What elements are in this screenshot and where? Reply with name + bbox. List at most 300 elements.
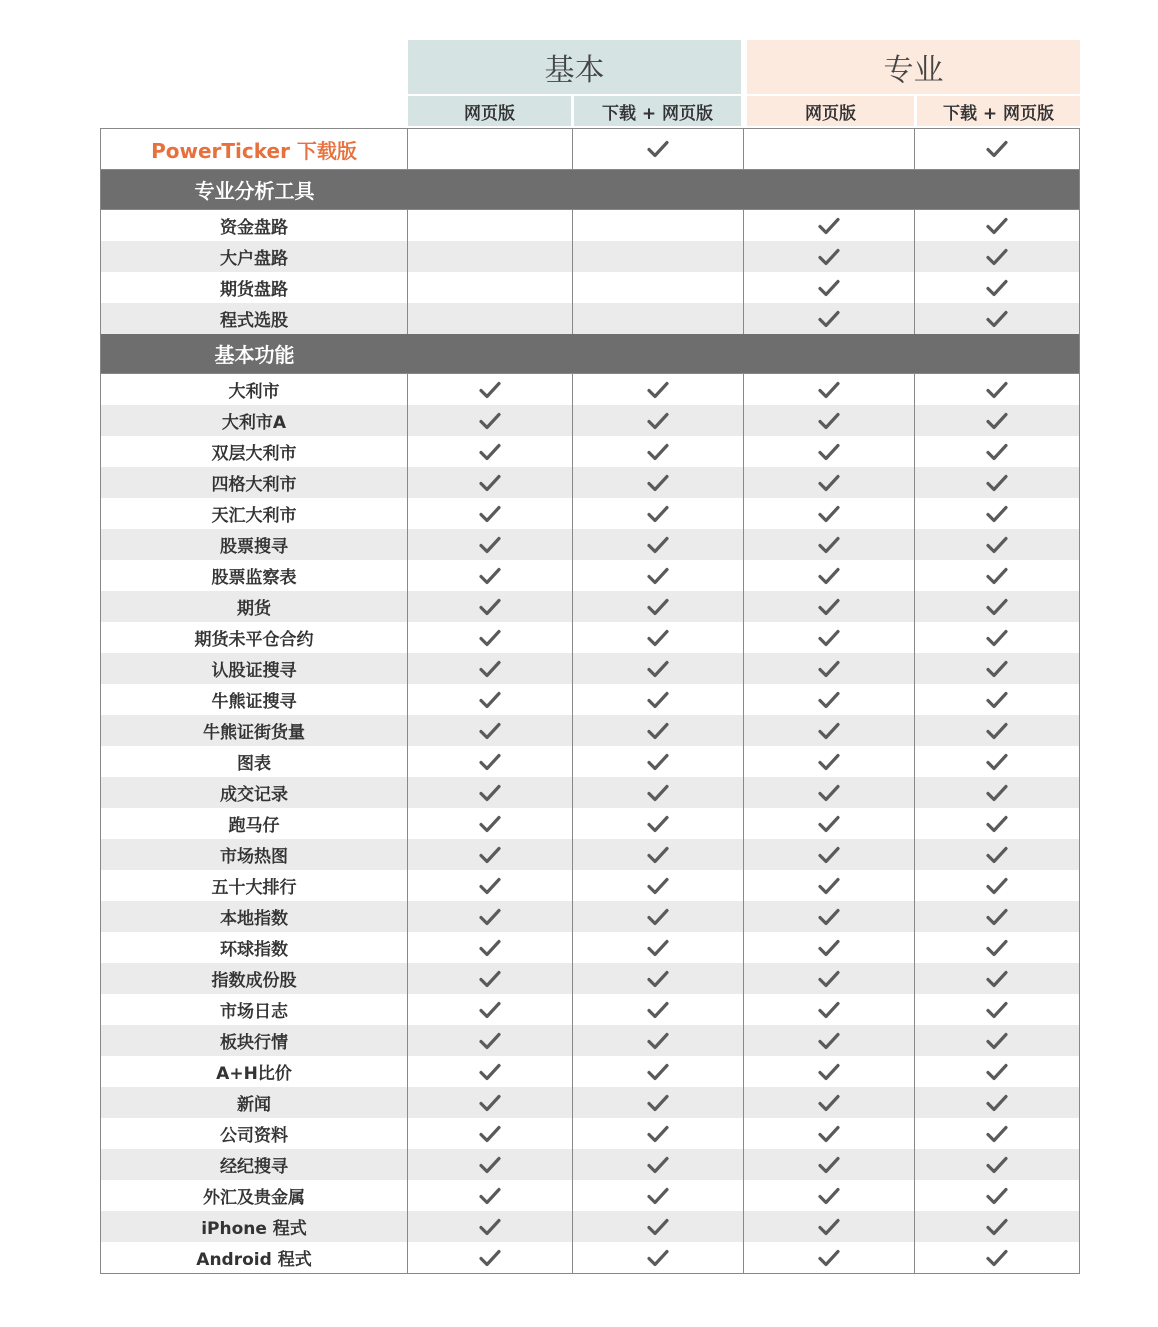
section-header bbox=[101, 334, 1079, 374]
feature-row bbox=[101, 303, 1079, 334]
pro-web-cell bbox=[744, 839, 915, 870]
checkmark-icon bbox=[818, 1063, 840, 1081]
feature-row bbox=[101, 777, 1079, 808]
checkmark-icon bbox=[647, 505, 669, 523]
feature-row bbox=[101, 529, 1079, 560]
checkmark-icon bbox=[647, 877, 669, 895]
checkmark-icon bbox=[986, 217, 1008, 235]
feature-row bbox=[101, 405, 1079, 436]
feature-label: 外汇及贵金属 bbox=[101, 1180, 408, 1211]
basic-web-cell bbox=[408, 870, 573, 901]
checkmark-icon bbox=[647, 846, 669, 864]
checkmark-icon bbox=[818, 474, 840, 492]
basic-download-cell bbox=[573, 374, 744, 405]
feature-label: 认股证搜寻 bbox=[101, 653, 408, 684]
basic-download-cell bbox=[573, 622, 744, 653]
feature-label: 环球指数 bbox=[101, 932, 408, 963]
checkmark-icon bbox=[986, 598, 1008, 616]
basic-download-cell bbox=[573, 839, 744, 870]
basic-download-cell bbox=[573, 591, 744, 622]
pro-web-cell bbox=[744, 1180, 915, 1211]
feature-row bbox=[101, 808, 1079, 839]
basic-download-cell bbox=[573, 808, 744, 839]
feature-row bbox=[101, 715, 1079, 746]
checkmark-icon bbox=[986, 140, 1008, 158]
pro-download-cell bbox=[915, 870, 1079, 901]
checkmark-icon bbox=[986, 1187, 1008, 1205]
checkmark-icon bbox=[479, 443, 501, 461]
basic-web-cell bbox=[408, 374, 573, 405]
checkmark-icon bbox=[818, 381, 840, 399]
basic-web-cell bbox=[408, 1025, 573, 1056]
plan-header-row bbox=[100, 40, 1080, 94]
feature-row bbox=[101, 653, 1079, 684]
checkmark-icon bbox=[818, 412, 840, 430]
pro-download-cell bbox=[915, 901, 1079, 932]
checkmark-icon bbox=[647, 1032, 669, 1050]
checkmark-icon bbox=[479, 753, 501, 771]
basic-web-cell bbox=[408, 560, 573, 591]
basic-download-cell bbox=[573, 436, 744, 467]
basic-web-cell bbox=[408, 1211, 573, 1242]
checkmark-icon bbox=[986, 753, 1008, 771]
checkmark-icon bbox=[647, 140, 669, 158]
checkmark-icon bbox=[818, 1094, 840, 1112]
pro-download-cell bbox=[915, 560, 1079, 591]
basic-web-cell bbox=[408, 653, 573, 684]
checkmark-icon bbox=[986, 412, 1008, 430]
checkmark-icon bbox=[647, 1249, 669, 1267]
basic-download-cell bbox=[573, 467, 744, 498]
checkmark-icon bbox=[818, 691, 840, 709]
checkmark-icon bbox=[479, 1032, 501, 1050]
pro-download-cell bbox=[915, 1118, 1079, 1149]
basic-download-cell bbox=[573, 715, 744, 746]
checkmark-icon bbox=[986, 1218, 1008, 1236]
checkmark-icon bbox=[818, 536, 840, 554]
edition-header-row bbox=[100, 96, 1080, 126]
feature-row bbox=[101, 1056, 1079, 1087]
pro-web-cell bbox=[744, 777, 915, 808]
checkmark-icon bbox=[479, 598, 501, 616]
basic-web-cell bbox=[408, 405, 573, 436]
feature-row bbox=[101, 591, 1079, 622]
checkmark-icon bbox=[479, 629, 501, 647]
checkmark-icon bbox=[986, 970, 1008, 988]
pro-download-cell bbox=[915, 1025, 1079, 1056]
checkmark-icon bbox=[647, 815, 669, 833]
checkmark-icon bbox=[986, 908, 1008, 926]
checkmark-icon bbox=[986, 1032, 1008, 1050]
pro-web-cell bbox=[744, 1242, 915, 1273]
checkmark-icon bbox=[818, 970, 840, 988]
checkmark-icon bbox=[986, 939, 1008, 957]
pro-web-cell bbox=[744, 963, 915, 994]
checkmark-icon bbox=[986, 1156, 1008, 1174]
pro-web-cell bbox=[744, 1211, 915, 1242]
feature-row bbox=[101, 1025, 1079, 1056]
basic-download-edition-header: 下载 + 网页版 bbox=[574, 96, 741, 126]
section-title: 专业分析工具 bbox=[194, 179, 315, 203]
basic-download-cell bbox=[573, 498, 744, 529]
basic-web-cell bbox=[408, 303, 573, 334]
basic-web-cell bbox=[408, 839, 573, 870]
checkmark-icon bbox=[479, 1218, 501, 1236]
basic-web-cell bbox=[408, 129, 573, 169]
checkmark-icon bbox=[479, 1094, 501, 1112]
pro-download-cell bbox=[915, 405, 1079, 436]
pro-download-cell bbox=[915, 129, 1079, 169]
checkmark-icon bbox=[479, 1001, 501, 1019]
checkmark-icon bbox=[986, 443, 1008, 461]
basic-download-cell bbox=[573, 1149, 744, 1180]
feature-row bbox=[101, 1242, 1079, 1273]
section-header bbox=[101, 170, 1079, 210]
basic-download-cell bbox=[573, 870, 744, 901]
checkmark-icon bbox=[818, 784, 840, 802]
checkmark-icon bbox=[818, 1125, 840, 1143]
basic-download-cell bbox=[573, 129, 744, 169]
basic-download-cell bbox=[573, 529, 744, 560]
pro-download-cell bbox=[915, 529, 1079, 560]
basic-download-cell bbox=[573, 272, 744, 303]
feature-row bbox=[101, 560, 1079, 591]
checkmark-icon bbox=[647, 536, 669, 554]
feature-label: 本地指数 bbox=[101, 901, 408, 932]
pro-web-cell bbox=[744, 715, 915, 746]
basic-download-cell bbox=[573, 901, 744, 932]
checkmark-icon bbox=[479, 660, 501, 678]
basic-web-cell bbox=[408, 808, 573, 839]
pro-download-cell bbox=[915, 272, 1079, 303]
pro-web-cell bbox=[744, 129, 915, 169]
feature-label: 期货未平仓合约 bbox=[101, 622, 408, 653]
feature-row bbox=[101, 436, 1079, 467]
feature-label: 资金盘路 bbox=[101, 210, 408, 241]
checkmark-icon bbox=[647, 660, 669, 678]
feature-row bbox=[101, 839, 1079, 870]
plan-basic-header: 基本 bbox=[408, 40, 741, 94]
plan-pro-header: 专业 bbox=[747, 40, 1080, 94]
feature-label: 大利市A bbox=[101, 405, 408, 436]
pro-download-cell bbox=[915, 994, 1079, 1025]
checkmark-icon bbox=[479, 722, 501, 740]
checkmark-icon bbox=[479, 536, 501, 554]
feature-label: 跑马仔 bbox=[101, 808, 408, 839]
basic-web-cell bbox=[408, 994, 573, 1025]
basic-download-cell bbox=[573, 1025, 744, 1056]
pro-web-cell bbox=[744, 1025, 915, 1056]
basic-download-cell bbox=[573, 684, 744, 715]
checkmark-icon bbox=[818, 753, 840, 771]
feature-label: iPhone 程式 bbox=[101, 1211, 408, 1242]
pro-web-cell bbox=[744, 498, 915, 529]
pro-web-cell bbox=[744, 901, 915, 932]
pro-download-cell bbox=[915, 746, 1079, 777]
pro-web-cell bbox=[744, 994, 915, 1025]
basic-web-cell bbox=[408, 529, 573, 560]
pro-download-cell bbox=[915, 715, 1079, 746]
basic-web-cell bbox=[408, 963, 573, 994]
feature-label: 期货 bbox=[101, 591, 408, 622]
basic-web-cell bbox=[408, 498, 573, 529]
feature-label: 股票监察表 bbox=[101, 560, 408, 591]
feature-label: 图表 bbox=[101, 746, 408, 777]
feature-row bbox=[101, 498, 1079, 529]
checkmark-icon bbox=[818, 598, 840, 616]
checkmark-icon bbox=[986, 536, 1008, 554]
checkmark-icon bbox=[818, 939, 840, 957]
basic-web-cell bbox=[408, 591, 573, 622]
basic-download-cell bbox=[573, 777, 744, 808]
feature-label: PowerTicker 下载版 bbox=[101, 129, 408, 169]
checkmark-icon bbox=[986, 474, 1008, 492]
checkmark-icon bbox=[818, 908, 840, 926]
basic-web-cell bbox=[408, 467, 573, 498]
checkmark-icon bbox=[479, 846, 501, 864]
feature-row bbox=[101, 374, 1079, 405]
basic-web-cell bbox=[408, 1056, 573, 1087]
checkmark-icon bbox=[647, 443, 669, 461]
pro-download-cell bbox=[915, 436, 1079, 467]
pro-web-cell bbox=[744, 272, 915, 303]
checkmark-icon bbox=[818, 1001, 840, 1019]
checkmark-icon bbox=[818, 846, 840, 864]
pro-download-cell bbox=[915, 839, 1079, 870]
feature-label: 板块行情 bbox=[101, 1025, 408, 1056]
pro-download-cell bbox=[915, 1056, 1079, 1087]
checkmark-icon bbox=[986, 567, 1008, 585]
feature-row bbox=[101, 467, 1079, 498]
checkmark-icon bbox=[986, 381, 1008, 399]
checkmark-icon bbox=[986, 1094, 1008, 1112]
pro-download-cell bbox=[915, 591, 1079, 622]
checkmark-icon bbox=[986, 1063, 1008, 1081]
pro-download-cell bbox=[915, 498, 1079, 529]
basic-download-cell bbox=[573, 405, 744, 436]
basic-download-cell bbox=[573, 1087, 744, 1118]
basic-web-cell bbox=[408, 210, 573, 241]
feature-row bbox=[101, 241, 1079, 272]
checkmark-icon bbox=[818, 815, 840, 833]
pro-web-cell bbox=[744, 622, 915, 653]
basic-web-cell bbox=[408, 1149, 573, 1180]
basic-download-cell bbox=[573, 1180, 744, 1211]
checkmark-icon bbox=[986, 248, 1008, 266]
pro-web-cell bbox=[744, 210, 915, 241]
pro-download-cell bbox=[915, 932, 1079, 963]
feature-grid bbox=[100, 128, 1080, 1274]
feature-row bbox=[101, 901, 1079, 932]
pro-download-edition-header: 下载 + 网页版 bbox=[917, 96, 1080, 126]
checkmark-icon bbox=[986, 1249, 1008, 1267]
pro-download-cell bbox=[915, 622, 1079, 653]
feature-label: 指数成份股 bbox=[101, 963, 408, 994]
basic-web-cell bbox=[408, 715, 573, 746]
pro-web-cell bbox=[744, 1118, 915, 1149]
basic-web-cell bbox=[408, 901, 573, 932]
basic-download-cell bbox=[573, 963, 744, 994]
feature-label: 市场日志 bbox=[101, 994, 408, 1025]
download-version-row bbox=[101, 129, 1079, 170]
feature-row bbox=[101, 1149, 1079, 1180]
checkmark-icon bbox=[818, 1156, 840, 1174]
checkmark-icon bbox=[818, 629, 840, 647]
checkmark-icon bbox=[986, 846, 1008, 864]
checkmark-icon bbox=[647, 412, 669, 430]
feature-label: 大利市 bbox=[101, 374, 408, 405]
checkmark-icon bbox=[818, 310, 840, 328]
checkmark-icon bbox=[647, 474, 669, 492]
checkmark-icon bbox=[479, 908, 501, 926]
checkmark-icon bbox=[818, 722, 840, 740]
checkmark-icon bbox=[986, 877, 1008, 895]
checkmark-icon bbox=[647, 1094, 669, 1112]
checkmark-icon bbox=[647, 629, 669, 647]
checkmark-icon bbox=[986, 1001, 1008, 1019]
checkmark-icon bbox=[479, 567, 501, 585]
feature-label: 天汇大利市 bbox=[101, 498, 408, 529]
pro-web-cell bbox=[744, 932, 915, 963]
basic-web-cell bbox=[408, 622, 573, 653]
feature-label: 牛熊证搜寻 bbox=[101, 684, 408, 715]
feature-label: 市场热图 bbox=[101, 839, 408, 870]
checkmark-icon bbox=[986, 722, 1008, 740]
feature-label: A+H比价 bbox=[101, 1056, 408, 1087]
basic-web-cell bbox=[408, 272, 573, 303]
basic-web-cell bbox=[408, 1242, 573, 1273]
pro-download-cell bbox=[915, 1211, 1079, 1242]
pro-web-cell bbox=[744, 1149, 915, 1180]
checkmark-icon bbox=[818, 443, 840, 461]
checkmark-icon bbox=[479, 1125, 501, 1143]
pro-web-cell bbox=[744, 591, 915, 622]
feature-row bbox=[101, 272, 1079, 303]
pro-download-cell bbox=[915, 303, 1079, 334]
checkmark-icon bbox=[986, 1125, 1008, 1143]
pro-web-cell bbox=[744, 1056, 915, 1087]
pro-web-cell bbox=[744, 241, 915, 272]
checkmark-icon bbox=[986, 505, 1008, 523]
feature-label: 经纪搜寻 bbox=[101, 1149, 408, 1180]
basic-download-cell bbox=[573, 932, 744, 963]
checkmark-icon bbox=[647, 939, 669, 957]
pro-download-cell bbox=[915, 210, 1079, 241]
checkmark-icon bbox=[479, 412, 501, 430]
basic-web-cell bbox=[408, 1087, 573, 1118]
basic-download-cell bbox=[573, 560, 744, 591]
basic-download-cell bbox=[573, 303, 744, 334]
basic-download-cell bbox=[573, 1211, 744, 1242]
feature-row bbox=[101, 1211, 1079, 1242]
feature-row bbox=[101, 932, 1079, 963]
basic-download-cell bbox=[573, 653, 744, 684]
checkmark-icon bbox=[647, 784, 669, 802]
pro-web-cell bbox=[744, 653, 915, 684]
pro-web-cell bbox=[744, 560, 915, 591]
pro-web-cell bbox=[744, 436, 915, 467]
checkmark-icon bbox=[479, 505, 501, 523]
basic-web-edition-header: 网页版 bbox=[408, 96, 571, 126]
feature-row bbox=[101, 1118, 1079, 1149]
feature-label: 四格大利市 bbox=[101, 467, 408, 498]
feature-row bbox=[101, 963, 1079, 994]
basic-web-cell bbox=[408, 1118, 573, 1149]
basic-web-cell bbox=[408, 436, 573, 467]
checkmark-icon bbox=[647, 567, 669, 585]
checkmark-icon bbox=[986, 815, 1008, 833]
feature-label: Android 程式 bbox=[101, 1242, 408, 1273]
feature-row bbox=[101, 1087, 1079, 1118]
pro-web-cell bbox=[744, 303, 915, 334]
pro-web-cell bbox=[744, 467, 915, 498]
pro-web-edition-header: 网页版 bbox=[747, 96, 914, 126]
checkmark-icon bbox=[479, 939, 501, 957]
checkmark-icon bbox=[986, 279, 1008, 297]
checkmark-icon bbox=[479, 381, 501, 399]
feature-row bbox=[101, 622, 1079, 653]
pro-download-cell bbox=[915, 1149, 1079, 1180]
feature-label: 公司资料 bbox=[101, 1118, 408, 1149]
checkmark-icon bbox=[479, 1249, 501, 1267]
checkmark-icon bbox=[479, 970, 501, 988]
feature-row bbox=[101, 210, 1079, 241]
checkmark-icon bbox=[818, 505, 840, 523]
section-title: 基本功能 bbox=[214, 343, 295, 367]
checkmark-icon bbox=[818, 567, 840, 585]
checkmark-icon bbox=[986, 310, 1008, 328]
pro-download-cell bbox=[915, 684, 1079, 715]
pro-web-cell bbox=[744, 808, 915, 839]
checkmark-icon bbox=[986, 629, 1008, 647]
basic-web-cell bbox=[408, 1180, 573, 1211]
pro-web-cell bbox=[744, 1087, 915, 1118]
checkmark-icon bbox=[818, 877, 840, 895]
checkmark-icon bbox=[818, 660, 840, 678]
feature-label: 新闻 bbox=[101, 1087, 408, 1118]
pro-download-cell bbox=[915, 241, 1079, 272]
checkmark-icon bbox=[647, 908, 669, 926]
checkmark-icon bbox=[647, 598, 669, 616]
pro-download-cell bbox=[915, 374, 1079, 405]
checkmark-icon bbox=[479, 1156, 501, 1174]
feature-row bbox=[101, 684, 1079, 715]
checkmark-icon bbox=[986, 784, 1008, 802]
feature-label: 程式选股 bbox=[101, 303, 408, 334]
checkmark-icon bbox=[818, 248, 840, 266]
pro-web-cell bbox=[744, 870, 915, 901]
checkmark-icon bbox=[986, 691, 1008, 709]
feature-row bbox=[101, 1180, 1079, 1211]
basic-download-cell bbox=[573, 994, 744, 1025]
pro-web-cell bbox=[744, 405, 915, 436]
pro-web-cell bbox=[744, 374, 915, 405]
checkmark-icon bbox=[647, 691, 669, 709]
checkmark-icon bbox=[647, 970, 669, 988]
pro-download-cell bbox=[915, 1242, 1079, 1273]
feature-label: 大户盘路 bbox=[101, 241, 408, 272]
feature-row bbox=[101, 870, 1079, 901]
checkmark-icon bbox=[647, 722, 669, 740]
pro-web-cell bbox=[744, 529, 915, 560]
checkmark-icon bbox=[479, 784, 501, 802]
basic-download-cell bbox=[573, 746, 744, 777]
checkmark-icon bbox=[479, 474, 501, 492]
pro-download-cell bbox=[915, 808, 1079, 839]
checkmark-icon bbox=[647, 753, 669, 771]
checkmark-icon bbox=[818, 1032, 840, 1050]
checkmark-icon bbox=[479, 815, 501, 833]
